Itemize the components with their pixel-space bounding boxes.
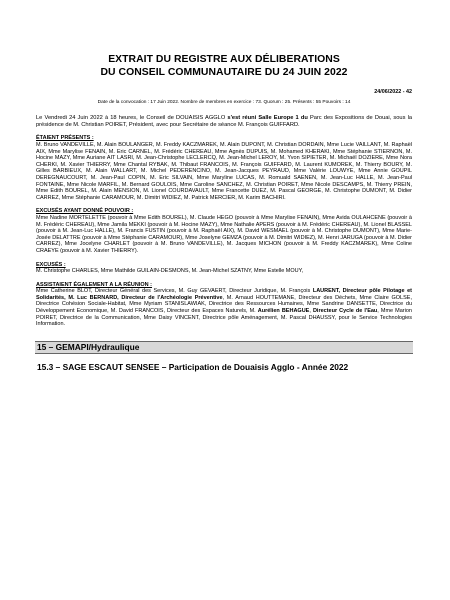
excuses-pouvoir-section xyxy=(36,208,412,254)
intro-text-2: Parc des Expositions de Douai, sous la présidence de M. Christian POIRET, Président, avec pour Secrétaire de séance M. François GUIFFARD. xyxy=(36,115,412,128)
deliberation-subject: 15.3 – SAGE ESCAUT SENSEE – Participation de Douaisis Agglo - Année 2022 xyxy=(37,361,349,372)
intro-bold-location: s'est réuni Salle Europe 1 du xyxy=(227,115,308,121)
assistaient-heading: ASSISTAIENT ÉGALEMENT A LA RÉUNION : xyxy=(36,281,153,288)
assistaient-bold-2: Aurélien BEHAGUE xyxy=(257,308,310,315)
document-title-line2: DU CONSEIL COMMUNAUTAIRE DU 24 JUIN 2022 xyxy=(100,66,348,78)
assistaient-text-2: , M. Arnaud HOUTTEMANE, Directeur des Déchets, Mme Claire GOLSE, Directrice Cohésion Sociale-Habitat, Mme Myriam STANISLAWIAK, Directrice des Ressources Humaines, Mme Sandrine DANSETTE, Directrice du Développement Economique, M. David FRANCOIS, Directeur des Espaces Naturels, M. xyxy=(36,294,412,315)
assistaient-text-1: Mme Catherine BLOT, Directeur Général des Services, M. Guy GEVAERT, Directeur Juridique, M. François xyxy=(36,288,313,295)
excuses-list: M. Christophe CHARLES, Mme Mathilde GUILAIN-DESMONS, M. Jean-Michel SZATNY, Mme Estelle MOUY, xyxy=(36,268,304,275)
assistaient-bold-1: LAURENT, Directeur pôle Pilotage et Solidarités, M. Luc BERNARD, Directeur de l'Archéologie Préventive xyxy=(36,288,413,301)
assistaient-text-4: , Mme Marion POIRET, Directrice de la Communication, Mme Daisy VINCENT, Directrice pôle Aménagement, M. Pascal DHAUSSY, pour le Service Technologies Information. xyxy=(36,308,412,328)
excuses-pouvoir-list: Mme Nadine MORTELETTE (pouvoir à Mme Edith BOUREL), M. Claude HEGO (pouvoir à Mme Marylise FENAIN), Mme Avida OULAHCENE (pouvoir à M. Frédéric CHEREAU), Mme Jamila MEKKI (pouvoir à M. Hocine MAZY), Mme Nathalie APERS (pouvoir à M. Frédéric CHEREAU), M. Lionel BLASSEL (pouvoir à M. Jean-Luc HALLE), M. Francis FUSTIN (pouvoir à M. Raphaël AIX), M. David WESMAEL (pouvoir à M. Christophe DUMONT), Mme Marie-Josée DELATTRE (pouvoir à Mme Stéphanie CARAMOUR), Mme Joselyne GEMZA (pouvoir à M. Dimitri WIDIEZ), M. Henri JARUGA (pouvoir à M. Didier CARREZ), Mme Jocelyne CHARLET (pouvoir à M. Bruno VANDEVILLE), M. Jacques MICHON (pouvoir à M. Freddy KACZMAREK), Mme Coline CRAEYE (pouvoir à M. Xavier THIERRY). xyxy=(36,214,412,254)
intro-text-1: Le Vendredi 24 Juin 2022 à 18 heures, le Conseil de DOUAISIS AGGLO xyxy=(36,115,228,121)
assistaient-bold-3: Directeur Cycle de l'Eau xyxy=(312,308,378,315)
excuses-pouvoir-heading: EXCUSÉS AYANT DONNÉ POUVOIR : xyxy=(36,208,134,215)
assistaient-text-3: , xyxy=(309,308,313,315)
excuses-section xyxy=(36,262,412,275)
convocation-line: Date de la convocation : 17 Juin 2022. Nombre de membres en exercice : 73. Quorum : 25. Présents : 55 Pouvoirs : 14 xyxy=(97,100,351,105)
document-title-line1: EXTRAIT DU REGISTRE AUX DÉLIBERATIONS xyxy=(108,54,340,65)
presents-section xyxy=(36,135,412,201)
intro-paragraph xyxy=(36,115,412,128)
assistaient-section xyxy=(36,282,412,328)
assistaient-list xyxy=(36,288,412,328)
presents-list: M. Bruno VANDEVILLE, M. Alain BOULANGER, M. Freddy KACZMAREK, M. Alain DUPONT, M. Christian DORDAIN, Mme Lucie VAILLANT, M. Raphaël AIX, Mme Marylise FENAIN, M. Eric CARNEL, M. Frédéric CHEREAU, Mme Agnès DUPUIS, M. Mohamed KHERAKI, Mme Stéphanie STIERNON, M. Hocine MAZY, Mme Auriane AIT LASRI, M. Jean-Christophe LECLERCQ, M. Jean-Michel LEROY, M. Yvon SIPIETER, M. Michaël DOZIERE, Mme Nora CHERKI, M. Xavier THIERRY, Mme Chantal RYBAK, M. Thibaut FRANCOIS, M. François GUIFFARD, M. Laurent KUMOREK, M. Thierry BOURY, M. Gilles BARBIEUX, M. Alain WALLART, M. Michel PEDERENCINO, M. Jean-Jacques PEYRAUD, Mme Valérie LOUWYE, Mme Annie GOUPIL DEREGNAUCOURT, M. Jean-Paul COPIN, M. Eric SILVAIN, Mme Maryline LUCAS, M. Romuald SAENEN, M. Jean-Luc HALLE, M. Jean-Paul FONTAINE, Mme Nicole MARFIL, M. Bernard GOULOIS, Mme Caroline SANCHEZ, M. Christian POIRET, Mme Nicole DESCAMPS, M. Thierry PREIN, Mme Edith BOUREL, M. Alain MENSION, M. Lionel COURDAVAULT, Mme Francette DUEZ, M. Pascal GEORGE, M. Christophe DUMONT, M. Didier CARREZ, Mme Stéphanie CARAMOUR, M. Dimitri WIDIEZ, M. Patrick MERCIER, M. Karim BACHIRI. xyxy=(36,142,412,201)
presents-heading: ÉTAIENT PRÉSENTS : xyxy=(36,135,94,142)
excuses-heading: EXCUSÉS : xyxy=(36,261,66,268)
deliberation-reference: 24/06/2022 - 42 xyxy=(374,89,412,95)
section-heading-bar: 15 – GEMAPI/Hydraulique xyxy=(35,341,413,354)
